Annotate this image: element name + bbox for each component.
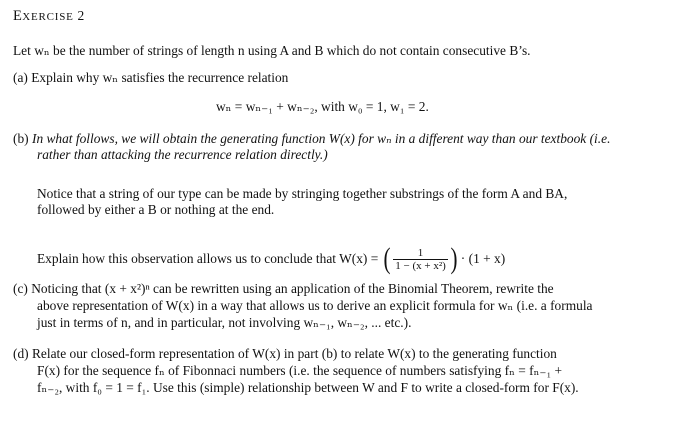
recurrence-equation: wₙ = wₙ₋₁ + wₙ₋₂, with w₀ = 1, w₁ = 2. [216, 99, 429, 114]
part-d-line-3: fₙ₋₂, with f₀ = 1 = f₁. Use this (simple) relationship between W and F to write a closed-form for F(x). [37, 380, 579, 395]
part-d-line-1 [13, 346, 557, 362]
title-initial: E [13, 8, 23, 24]
part-d-text-1: Relate our closed-form representation of W(x) in part (b) to relate W(x) to the generating function [31, 346, 557, 361]
generating-function-line [37, 244, 505, 274]
part-d-label: (d) [13, 346, 29, 361]
exercise-title [13, 8, 85, 25]
right-paren: ) [450, 242, 458, 275]
formula-suffix: · (1 + x) [460, 251, 506, 266]
intro-text: Let wₙ be the number of strings of length n using A and B which do not contain consecutive B’s. [13, 43, 531, 58]
part-b-line-1 [13, 131, 610, 147]
part-a-label: (a) [13, 70, 28, 85]
left-paren: ( [383, 242, 391, 275]
notice-line-2: followed by either a B or nothing at the end. [37, 202, 275, 217]
fraction [393, 247, 448, 272]
notice-line-1: Notice that a string of our type can be made by stringing together substrings of the form A and BA, [37, 186, 568, 201]
part-c-text-1: Noticing that (x + x²)ⁿ can be rewritten using an application of the Binomial Theorem, rewrite the [31, 281, 554, 296]
explain-prefix: Explain how this observation allows us to conclude that W(x) = [37, 251, 379, 266]
part-b-label: (b) [13, 131, 29, 146]
part-d-line-2: F(x) for the sequence fₙ of Fibonnaci numbers (i.e. the sequence of numbers satisfying fₙ = fₙ₋₁ + [37, 363, 563, 378]
part-c-label: (c) [13, 281, 28, 296]
part-c-line-2: above representation of W(x) in a way that allows us to derive an explicit formula for wₙ (i.e. a formula [37, 298, 593, 313]
title-rest: XERCISE [22, 11, 74, 23]
title-number: 2 [77, 8, 85, 23]
part-b-text-1: In what follows, we will obtain the generating function W(x) for wₙ in a different way than our textbook (i.e. [31, 131, 611, 146]
part-c-line-1 [13, 281, 554, 297]
part-a-text: Explain why wₙ satisfies the recurrence relation [31, 70, 289, 85]
part-c-line-3: just in terms of n, and in particular, not involving wₙ₋₁, wₙ₋₂, ... etc.). [37, 315, 412, 330]
fraction-denominator: 1 − (x + x²) [395, 259, 446, 272]
part-b-line-2: rather than attacking the recurrence relation directly.) [37, 147, 328, 162]
part-a [13, 70, 288, 86]
fraction-numerator: 1 [417, 246, 424, 259]
